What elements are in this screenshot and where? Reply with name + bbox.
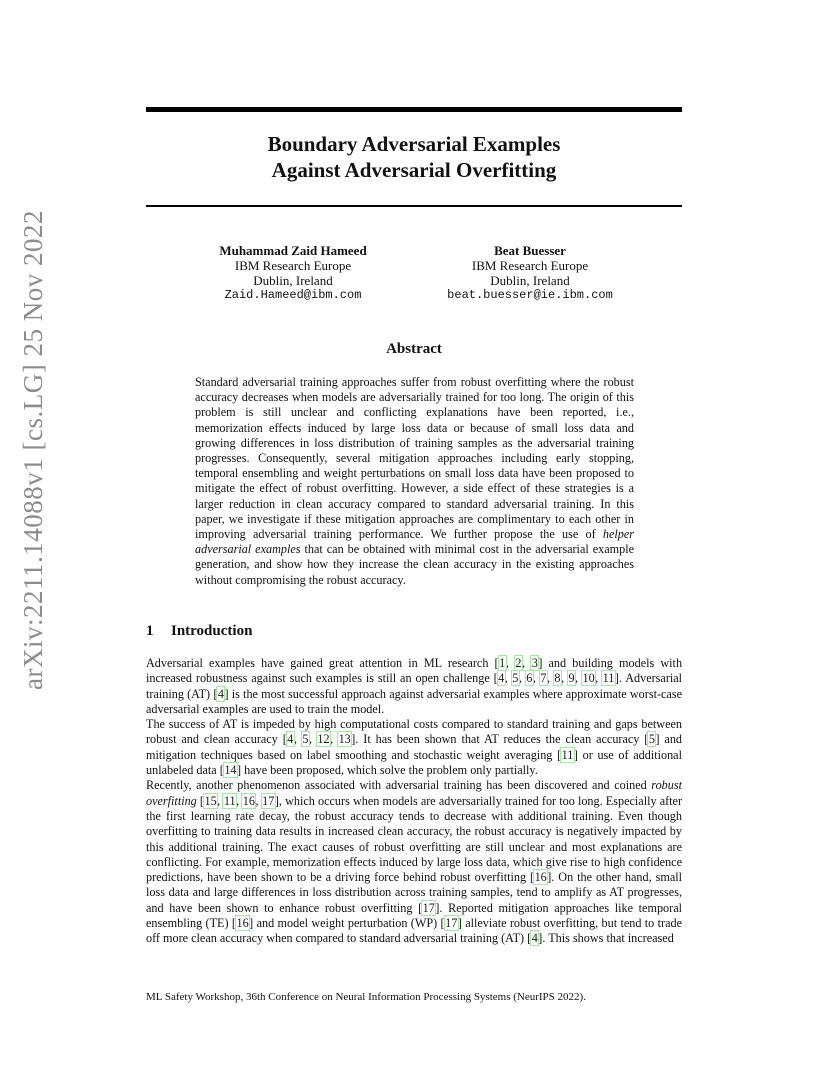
section-title: Introduction (171, 623, 253, 639)
abstract-text-part: Standard adversarial training approaches suffer from robust overfitting where the robust accuracy decreases when models are adversarially trained for too long. The origin of this problem is still unclear and conflicting explanations have been reported, i.e., memorization effects induced by large loss data or because of small loss data and growing differences in loss distribution of training samples as the adversarial training progresses. Consequently, several mitigation approaches including early stopping, temporal ensembling and weight perturbations on small loss data have been proposed to mitigate the effect of robust overfitting. However, a side effect of these strategies is a larger reduction in clean accuracy compared to standard adversarial training. In this paper, we investigate if these mitigation approaches are complimentary to each other in improving adversarial training performance. We further propose the use of (195, 375, 634, 542)
citation-link[interactable]: 7 (540, 671, 547, 686)
author-location: Dublin, Ireland (490, 273, 570, 288)
citation-link[interactable]: 16 (236, 916, 249, 931)
abstract-italic-term: helper adversarial examples (195, 527, 634, 557)
abstract-heading: Abstract (386, 341, 442, 357)
citation-link[interactable]: 4 (287, 732, 294, 747)
author-email[interactable]: beat.buesser@ie.ibm.com (447, 288, 613, 302)
text-run: Adversarial examples have gained great attention in ML research [ (146, 656, 499, 670)
paper-title (146, 131, 682, 183)
author-email[interactable]: Zaid.Hameed@ibm.com (224, 288, 362, 302)
text-run: , (532, 671, 540, 686)
italic-term: robust overfitting (146, 778, 682, 808)
title-bottom-rule (146, 205, 682, 207)
author-block-2 (430, 243, 630, 303)
text-run: ]. It has been shown that AT reduces the clean accuracy [ (351, 732, 649, 747)
section-heading-introduction (146, 623, 252, 640)
citation-link[interactable]: 16 (534, 870, 547, 885)
citation-link[interactable]: 2 (515, 656, 522, 670)
citation-link[interactable]: 6 (526, 671, 533, 686)
text-run: , (595, 671, 603, 686)
citation-link[interactable]: 14 (224, 763, 237, 778)
arxiv-identifier-stamp: arXiv:2211.14088v1 [cs.LG] 25 Nov 2022 (18, 210, 48, 690)
text-run: , (236, 793, 243, 808)
text-run: ] is the most successful approach against adversarial examples where approximate worst-case adversarial examples are used to train the model. (146, 686, 682, 716)
intro-paragraph-1 (146, 656, 682, 717)
citation-link[interactable]: 17 (422, 900, 435, 915)
title-line-2: Against Adversarial Overfitting (271, 158, 557, 182)
title-top-rule (146, 107, 682, 112)
text-run: , (308, 732, 317, 747)
citation-link[interactable]: 17 (445, 916, 458, 931)
author-block-1 (198, 243, 388, 303)
intro-paragraph-3 (146, 778, 682, 946)
text-run: , (255, 793, 262, 808)
text-run: ] and mitigation techniques based on label smoothing and stochastic weight averaging [ (146, 732, 683, 762)
text-run: , (217, 793, 224, 808)
text-run: ] have been proposed, which solve the problem only partially. (237, 763, 538, 778)
citation-link[interactable]: 16 (242, 793, 255, 808)
citation-link[interactable]: 15 (204, 793, 217, 808)
text-run: ] or use of additional unlabeled data [ (146, 747, 682, 778)
text-run: ]. On the other hand, small loss data and large differences in loss distribution across training samples, tend to amplify as AT progresses, and have been shown to enhance robust overfitting [ (146, 870, 683, 915)
citation-link[interactable]: 10 (582, 671, 595, 686)
text-run: , (575, 671, 582, 686)
citation-link[interactable]: 11 (602, 671, 615, 686)
text-run: , (522, 656, 532, 670)
citation-link[interactable]: 9 (568, 671, 575, 686)
author-name: Muhammad Zaid Hameed (219, 243, 367, 258)
text-run: Recently, another phenomenon associated with adversarial training has been discovered and coined (146, 778, 652, 793)
author-name: Beat Buesser (494, 243, 566, 258)
citation-link[interactable]: 1 (499, 656, 506, 670)
author-affiliation: IBM Research Europe (471, 258, 589, 273)
author-affiliation: IBM Research Europe (234, 258, 352, 273)
text-run: ] alleviate robust overfitting, but tend to trade off more clean accuracy when compared to standard adversarial training (AT) [ (146, 916, 682, 946)
text-run: ] and building models with increased robustness against such examples is still an open challenge [ (146, 656, 683, 686)
citation-link[interactable]: 5 (302, 732, 309, 747)
citation-link[interactable]: 12 (317, 732, 330, 747)
text-run: ], which occurs when models are adversarially trained for too long. Especially after the first learning rate decay, the robust accuracy tends to decrease with additional training. Even though overfitting to training data results in increased clean accuracy, the robust accuracy is negatively impacted by this additional training. The exact causes of robust overfitting are still unclear and most explanations are conflicting. For example, memorization effects induced by large loss data, which give rise to high confidence predictions, have been shown to be a driving force behind robust overfitting [ (146, 793, 683, 885)
conference-footnote: ML Safety Workshop, 36th Conference on Neural Information Processing Systems (NeurIPS 2022). (146, 991, 586, 1003)
text-run: ]. Reported mitigation approaches like temporal ensembling (TE) [ (146, 900, 682, 931)
citation-link[interactable]: 4 (498, 671, 505, 686)
text-run: The success of AT is impeded by high computational costs compared to standard training and gaps between robust and clean accuracy [ (146, 717, 682, 747)
citation-link[interactable]: 17 (262, 793, 275, 808)
text-run: , (546, 671, 554, 686)
text-run: , (560, 671, 568, 686)
text-run: [ (196, 793, 204, 808)
text-run: ]. This shows that increased (538, 931, 674, 946)
title-line-1: Boundary Adversarial Examples (267, 132, 561, 156)
text-run: ] and model weight perturbation (WP) [ (249, 916, 445, 931)
text-run: , (293, 732, 302, 747)
introduction-body (146, 656, 682, 947)
citation-link[interactable]: 3 (531, 656, 538, 670)
text-run: ]. Adversarial training (AT) [ (146, 671, 683, 701)
section-number: 1 (146, 623, 154, 639)
citation-link[interactable]: 11 (561, 747, 574, 762)
text-run: , (505, 656, 515, 670)
text-run: , (518, 671, 526, 686)
citation-link[interactable]: 4 (531, 931, 538, 946)
author-location: Dublin, Ireland (253, 273, 333, 288)
citation-link[interactable]: 11 (223, 793, 236, 808)
citation-link[interactable]: 13 (338, 732, 351, 747)
citation-link[interactable]: 8 (554, 671, 561, 686)
text-run: , (330, 732, 339, 747)
citation-link[interactable]: 4 (217, 686, 224, 701)
citation-link[interactable]: 5 (648, 732, 655, 747)
intro-paragraph-2 (146, 717, 682, 778)
abstract-text (195, 375, 634, 588)
citation-link[interactable]: 5 (512, 671, 519, 686)
text-run: , (504, 671, 512, 686)
abstract-text-part: that can be obtained with minimal cost in the adversarial example generation, and show how they increase the clean accuracy in the existing approaches without compromising the robust accuracy. (195, 542, 635, 587)
